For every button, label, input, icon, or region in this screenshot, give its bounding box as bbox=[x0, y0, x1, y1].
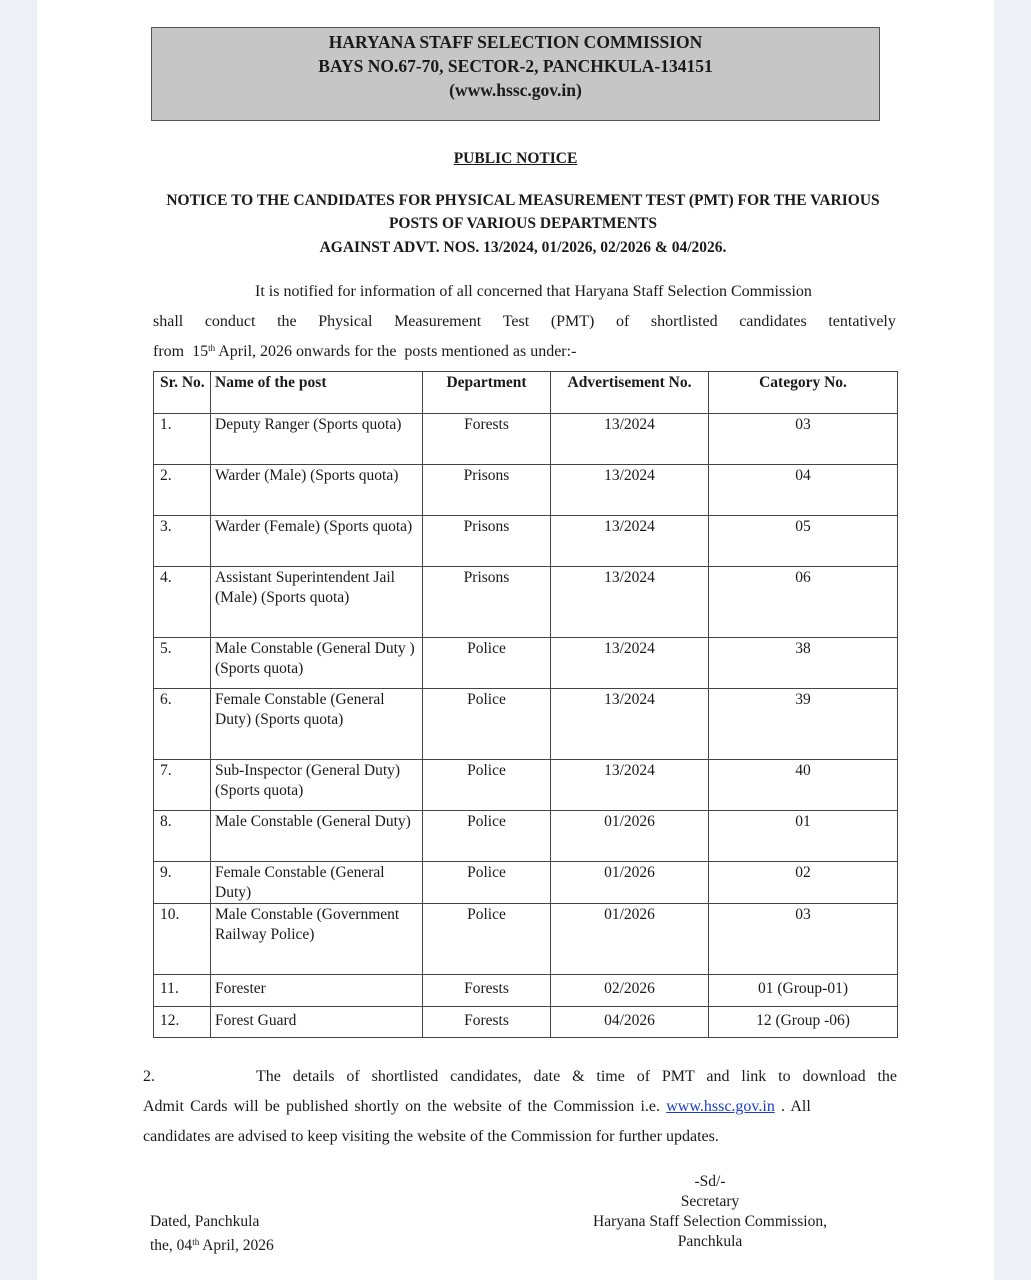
word: conduct bbox=[204, 313, 256, 330]
table-row bbox=[154, 862, 898, 904]
cell-sr: 2. bbox=[154, 465, 211, 516]
public-notice-label: PUBLIC NOTICE bbox=[453, 150, 578, 167]
ordinal-suffix: th bbox=[208, 343, 216, 353]
word: shall bbox=[153, 313, 184, 330]
word: of bbox=[615, 313, 630, 330]
cell-advertisement: 04/2026 bbox=[551, 1007, 709, 1038]
cell-department: Police bbox=[423, 760, 551, 811]
letterhead-box bbox=[151, 27, 880, 121]
cell-post-name: Male Constable (Government Railway Police) bbox=[211, 904, 423, 975]
intro-line-3-prefix: from 15 bbox=[153, 343, 209, 360]
cell-department: Forests bbox=[423, 975, 551, 1007]
point-2-number: 2. bbox=[143, 1068, 155, 1085]
cell-post-name: Female Constable (General Duty) (Sports quota) bbox=[211, 689, 423, 760]
cell-advertisement: 01/2026 bbox=[551, 811, 709, 862]
header-advertisement-no: Advertisement No. bbox=[551, 372, 709, 414]
header-category-no: Category No. bbox=[709, 372, 898, 414]
org-address: BAYS NO.67-70, SECTOR-2, PANCHKULA-134151 bbox=[318, 56, 713, 76]
cell-advertisement: 01/2026 bbox=[551, 904, 709, 975]
cell-category: 06 bbox=[709, 567, 898, 638]
table-row bbox=[154, 516, 898, 567]
point-2-line-1: The details of shortlisted candidates, date & time of PMT and link to download the bbox=[256, 1068, 897, 1085]
cell-post-name: Forest Guard bbox=[211, 1007, 423, 1038]
word: Physical bbox=[318, 313, 373, 330]
table-row bbox=[154, 567, 898, 638]
table-row bbox=[154, 414, 898, 465]
table-row bbox=[154, 760, 898, 811]
cell-sr: 4. bbox=[154, 567, 211, 638]
intro-line-3 bbox=[153, 343, 576, 361]
cell-advertisement: 13/2024 bbox=[551, 689, 709, 760]
cell-department: Police bbox=[423, 862, 551, 904]
notice-title-line-2: POSTS OF VARIOUS DEPARTMENTS bbox=[388, 215, 658, 232]
cell-department: Police bbox=[423, 638, 551, 689]
ordinal-suffix: th bbox=[192, 1237, 200, 1247]
cell-advertisement: 13/2024 bbox=[551, 465, 709, 516]
cell-post-name: Deputy Ranger (Sports quota) bbox=[211, 414, 423, 465]
cell-category: 38 bbox=[709, 638, 898, 689]
cell-department: Police bbox=[423, 904, 551, 975]
cell-advertisement: 13/2024 bbox=[551, 760, 709, 811]
notice-title-line-1: NOTICE TO THE CANDIDATES FOR PHYSICAL MEASUREMENT TEST (PMT) FOR THE VARIOUS bbox=[166, 192, 880, 209]
cell-category: 01 (Group-01) bbox=[709, 975, 898, 1007]
signature-place: Panchkula bbox=[677, 1233, 743, 1250]
cell-category: 39 bbox=[709, 689, 898, 760]
dated-date-prefix: the, 04 bbox=[150, 1237, 193, 1254]
point-2-line-3: candidates are advised to keep visiting the website of the Commission for further updates. bbox=[143, 1128, 719, 1145]
cell-category: 03 bbox=[709, 414, 898, 465]
cell-category: 05 bbox=[709, 516, 898, 567]
dated-date bbox=[150, 1232, 274, 1256]
pmt-posts-table bbox=[153, 371, 898, 1038]
signature-designation: Secretary bbox=[680, 1193, 740, 1210]
word: tentatively bbox=[828, 313, 896, 330]
table-row bbox=[154, 811, 898, 862]
cell-advertisement: 02/2026 bbox=[551, 975, 709, 1007]
cell-department: Prisons bbox=[423, 465, 551, 516]
word: Test bbox=[502, 313, 530, 330]
cell-category: 01 bbox=[709, 811, 898, 862]
cell-post-name: Assistant Superintendent Jail (Male) (Sports quota) bbox=[211, 567, 423, 638]
table-row bbox=[154, 689, 898, 760]
header-post-name: Name of the post bbox=[211, 372, 423, 414]
notice-title-line-3: AGAINST ADVT. NOS. 13/2024, 01/2026, 02/2026 & 04/2026. bbox=[319, 239, 727, 256]
word: the bbox=[277, 313, 297, 330]
org-website: (www.hssc.gov.in) bbox=[449, 80, 582, 100]
cell-category: 03 bbox=[709, 904, 898, 975]
cell-category: 12 (Group -06) bbox=[709, 1007, 898, 1038]
table-row bbox=[154, 904, 898, 975]
cell-sr: 1. bbox=[154, 414, 211, 465]
cell-advertisement: 13/2024 bbox=[551, 516, 709, 567]
word: Measurement bbox=[394, 313, 482, 330]
cell-sr: 6. bbox=[154, 689, 211, 760]
cell-post-name: Male Constable (General Duty) bbox=[211, 811, 423, 862]
cell-sr: 11. bbox=[154, 975, 211, 1007]
cell-post-name: Forester bbox=[211, 975, 423, 1007]
cell-post-name: Sub-Inspector (General Duty) (Sports quota) bbox=[211, 760, 423, 811]
table-row bbox=[154, 465, 898, 516]
word: shortlisted bbox=[650, 313, 718, 330]
cell-post-name: Warder (Male) (Sports quota) bbox=[211, 465, 423, 516]
cell-advertisement: 13/2024 bbox=[551, 567, 709, 638]
dated-place: Dated, Panchkula bbox=[150, 1213, 260, 1230]
cell-department: Prisons bbox=[423, 567, 551, 638]
header-department: Department bbox=[423, 372, 551, 414]
cell-post-name: Male Constable (General Duty ) (Sports quota) bbox=[211, 638, 423, 689]
table-row bbox=[154, 638, 898, 689]
org-name: HARYANA STAFF SELECTION COMMISSION bbox=[328, 32, 703, 52]
point-2-line-2-text: Admit Cards will be published shortly on the website of the Commission i.e. bbox=[143, 1098, 667, 1115]
cell-department: Forests bbox=[423, 414, 551, 465]
cell-sr: 9. bbox=[154, 862, 211, 904]
cell-sr: 12. bbox=[154, 1007, 211, 1038]
cell-sr: 7. bbox=[154, 760, 211, 811]
intro-line-1 bbox=[255, 283, 896, 301]
cell-sr: 10. bbox=[154, 904, 211, 975]
intro-line-2 bbox=[153, 313, 896, 331]
cell-sr: 5. bbox=[154, 638, 211, 689]
cell-department: Police bbox=[423, 689, 551, 760]
dated-block bbox=[150, 1212, 274, 1256]
table-header-row bbox=[154, 372, 898, 414]
cell-category: 04 bbox=[709, 465, 898, 516]
header-sr-no: Sr. No. bbox=[154, 372, 211, 414]
hssc-website-link[interactable]: www.hssc.gov.in bbox=[666, 1098, 775, 1115]
cell-department: Prisons bbox=[423, 516, 551, 567]
signature-sd: -Sd/- bbox=[694, 1173, 726, 1190]
table-row bbox=[154, 1007, 898, 1038]
intro-line-1-text: It is notified for information of all concerned that Haryana Staff Selection Commission bbox=[255, 283, 812, 300]
cell-sr: 8. bbox=[154, 811, 211, 862]
word: candidates bbox=[739, 313, 807, 330]
signature-org: Haryana Staff Selection Commission, bbox=[593, 1213, 827, 1230]
cell-sr: 3. bbox=[154, 516, 211, 567]
cell-post-name: Warder (Female) (Sports quota) bbox=[211, 516, 423, 567]
point-2-line-2 bbox=[143, 1098, 897, 1116]
point-2-line-2-suffix: . All bbox=[774, 1098, 811, 1115]
cell-advertisement: 01/2026 bbox=[551, 862, 709, 904]
cell-post-name: Female Constable (General Duty) bbox=[211, 862, 423, 904]
intro-line-3-suffix: April, 2026 onwards for the posts mentioned as under:- bbox=[215, 343, 577, 360]
signature-block bbox=[560, 1172, 860, 1252]
cell-advertisement: 13/2024 bbox=[551, 638, 709, 689]
cell-department: Forests bbox=[423, 1007, 551, 1038]
cell-category: 02 bbox=[709, 862, 898, 904]
table-row bbox=[154, 975, 898, 1007]
cell-category: 40 bbox=[709, 760, 898, 811]
cell-department: Police bbox=[423, 811, 551, 862]
dated-date-suffix: April, 2026 bbox=[199, 1237, 274, 1254]
word: (PMT) bbox=[550, 313, 595, 330]
cell-advertisement: 13/2024 bbox=[551, 414, 709, 465]
